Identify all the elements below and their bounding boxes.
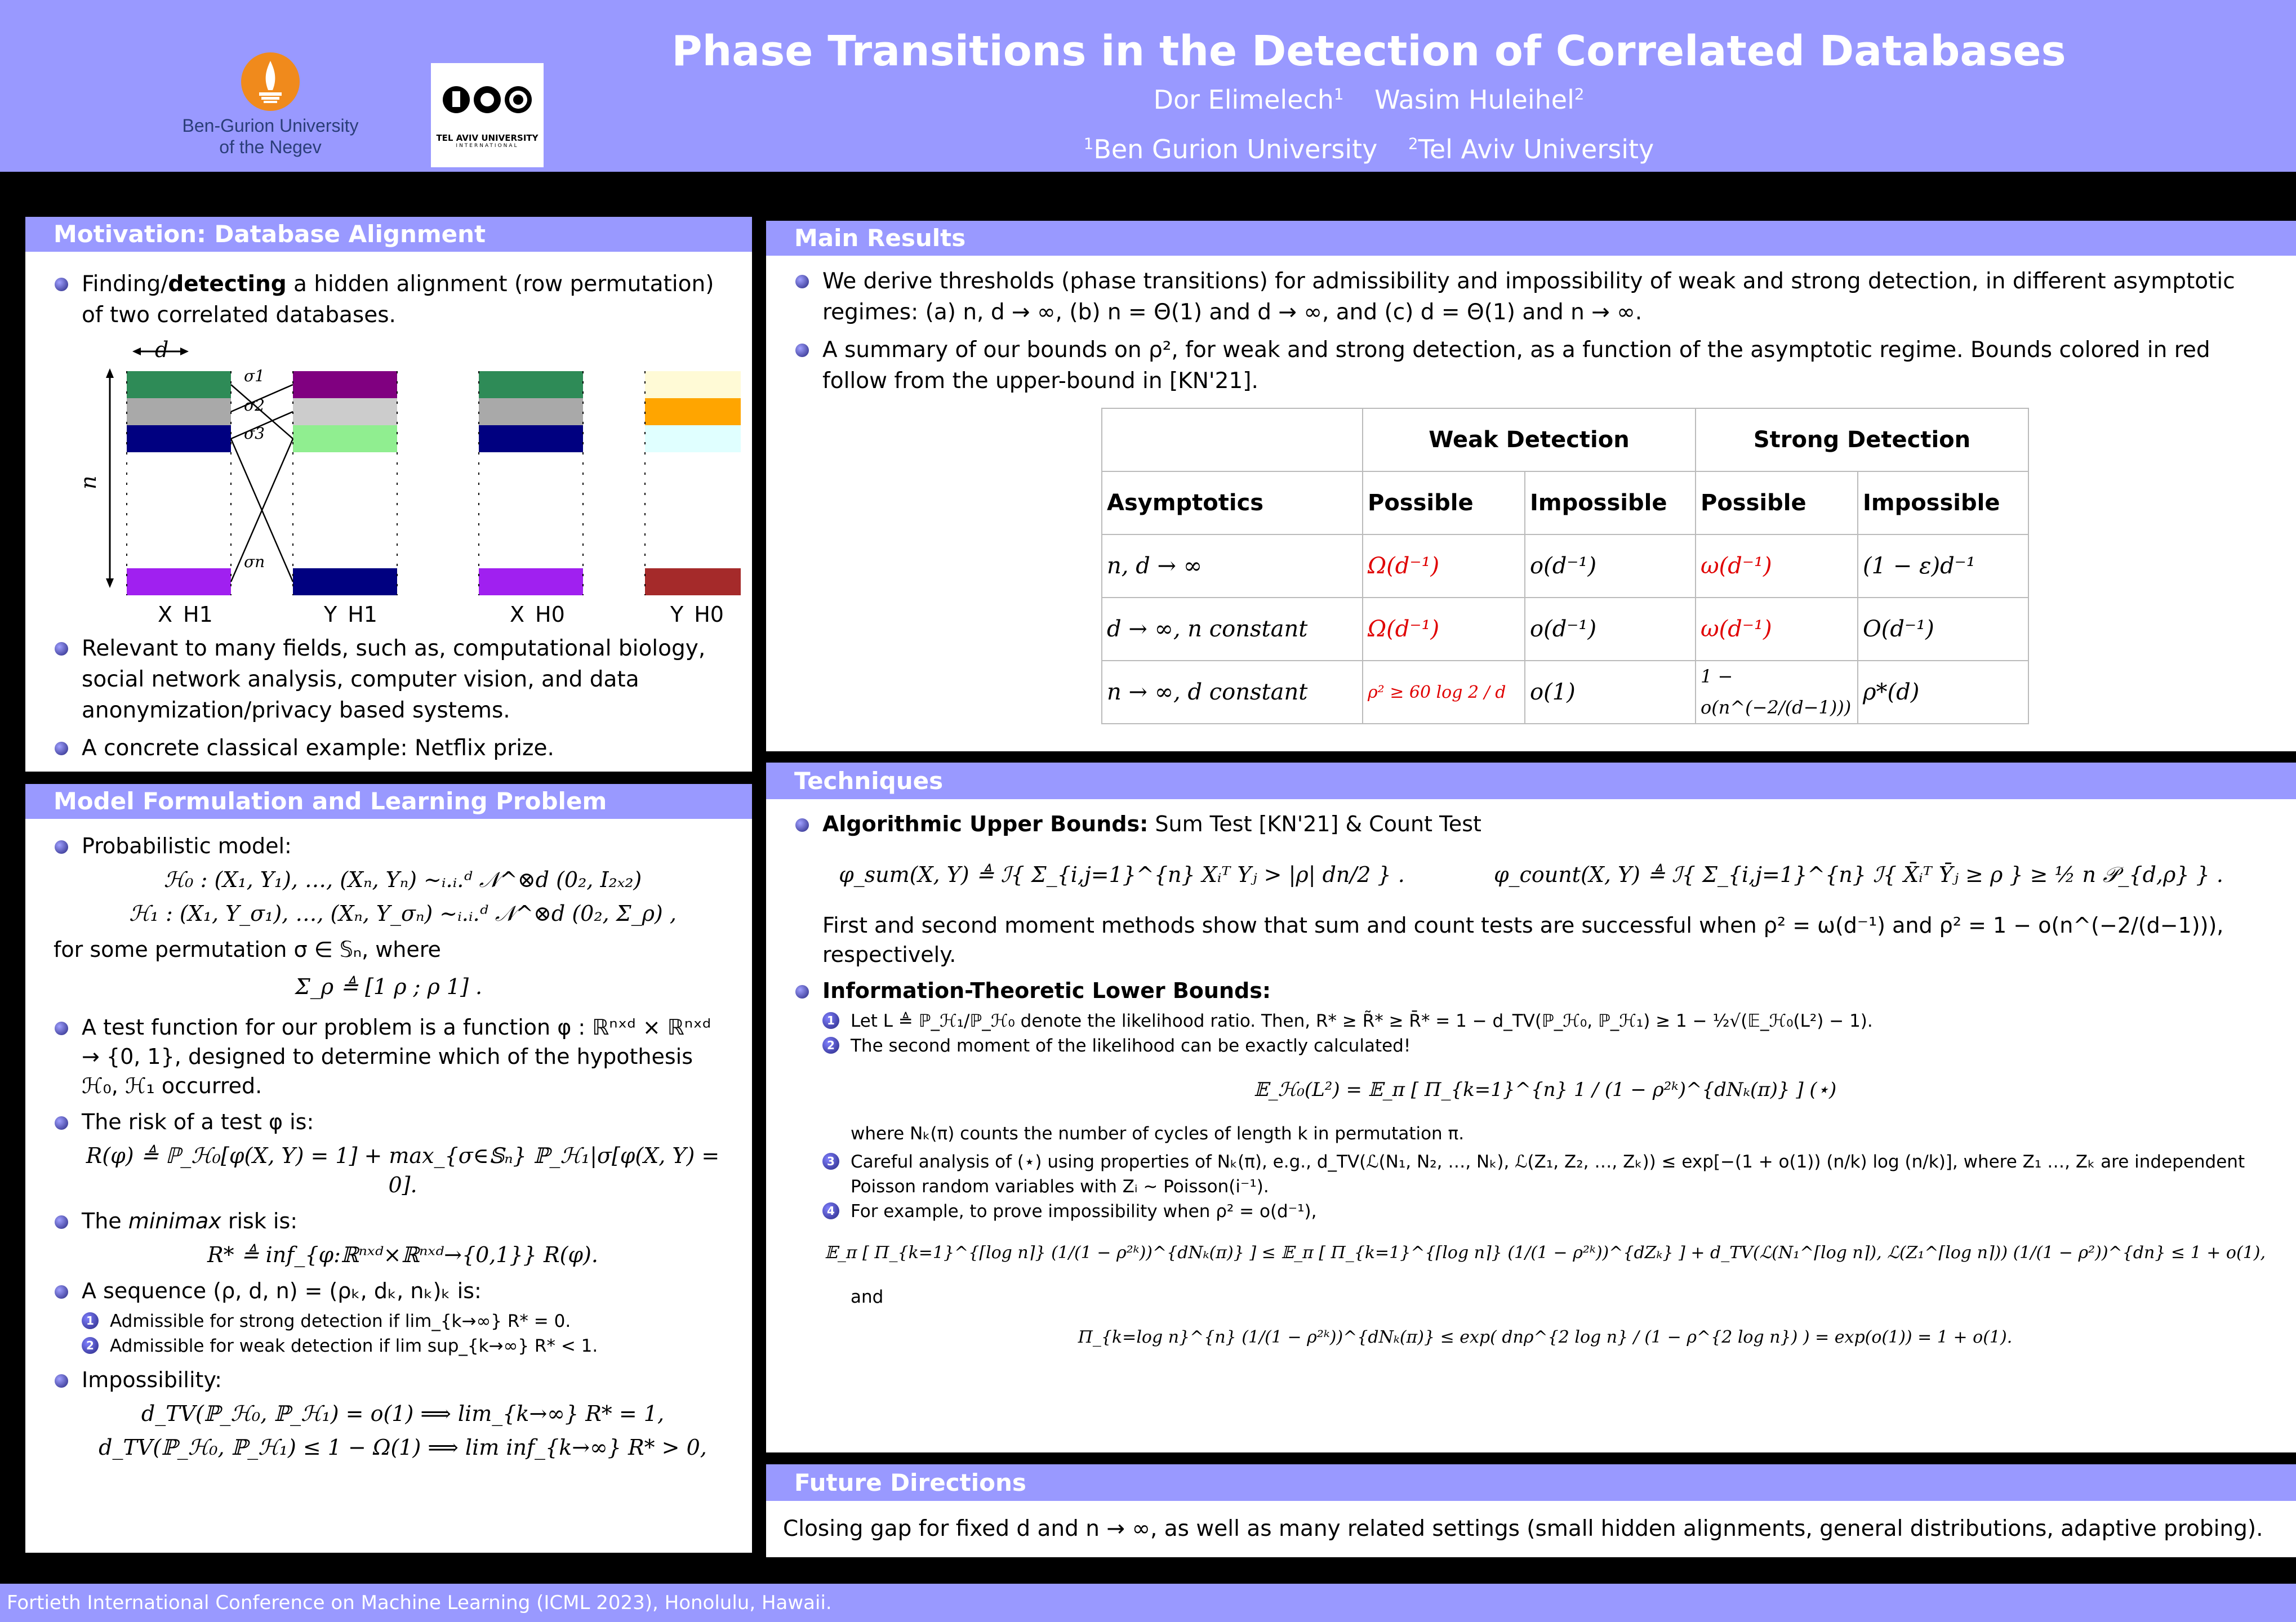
motivation-item-1: Finding/detecting a hidden alignment (row permutation) of two correlated databases.: [54, 269, 724, 331]
techniques-item-1: Algorithmic Upper Bounds: Sum Test [KN'21] & Count Test φ_sum(X, Y) ≜ ℐ{ Σ_{i,j=1}^{n} Xᵢᵀ Yⱼ > |ρ| dn/2 } . φ_count(X, Y) ≜ ℐ{ Σ_{i,j=1}^{n} ℐ{ X̄ᵢᵀ Ȳⱼ ≥ ρ } ≥ ½ n 𝒫_{d,ρ} } . First and second moment methods show that sum and count tests are successful when ρ² = ω(d⁻¹) and ρ² = 1 − o(n^(−2/(d−1))), respectively.: [794, 809, 2268, 969]
model-item-1: Probabilistic model: ℋ₀ : (X₁, Y₁), …, (Xₙ, Yₙ) ~ᵢ.ᵢ.ᵈ 𝒩^⊗d (0₂, I₂ₓ₂) ℋ₁ : (X₁, Y_σ₁), …, (Xₙ, Y_σₙ) ~ᵢ.ᵢ.ᵈ 𝒩^⊗d (0₂, Σ_ρ) ,: [54, 831, 724, 928]
model-item-5: A sequence (ρ, d, n) = (ρₖ, dₖ, nₖ)ₖ is: 1 Admissible for strong detection if lim_{k→∞} R* = 0. 2 Admissible for weak detection if lim sup_{k→∞} R* < 1.: [54, 1276, 724, 1358]
equation-sum-test: φ_sum(X, Y) ≜ ℐ{ Σ_{i,j=1}^{n} Xᵢᵀ Yⱼ > |ρ| dn/2 } .: [839, 862, 1405, 887]
table-header-strong-possible: Possible: [1696, 471, 1858, 534]
table-header-asymptotics: Asymptotics: [1102, 471, 1363, 534]
affiliation-2: $^2$Tel Aviv University: [1408, 134, 1654, 164]
motivation-item-2: Relevant to many fields, such as, computational biology, social network analysis, computer vision, and data anonymization/privacy based systems.: [54, 633, 724, 726]
model-item-6: Impossibility: d_TV(ℙ_ℋ₀, ℙ_ℋ₁) = o(1) ⟹ lim_{k→∞} R* = 1, d_TV(ℙ_ℋ₀, ℙ_ℋ₁) ≤ 1 − Ω(1) ⟹ lim inf_{k→∞} R* > 0,: [54, 1365, 724, 1462]
poster-header: [0, 0, 2296, 172]
fig-d-label: d: [155, 337, 169, 362]
author-1: Dor Elimelech$^1$: [1153, 84, 1344, 115]
bgu-logo: [169, 51, 372, 163]
fig-label-x-h1: X_H1: [158, 602, 213, 625]
table-corner: [1102, 408, 1363, 471]
authors: [637, 84, 2101, 115]
future-heading: Future Directions: [766, 1464, 2296, 1501]
model-item-2: A test function for our problem is a function φ : ℝⁿˣᵈ × ℝⁿˣᵈ → {0, 1}, designed to determine which of the hypothesis ℋ₀, ℋ₁ occurred.: [54, 1013, 724, 1100]
table-row: n → ∞, d constant ρ² ≥ 60 log 2 / d o(1) 1 − o(n^(−2/(d−1))) ρ*(d): [1102, 661, 2028, 724]
results-item-1: We derive thresholds (phase transitions) for admissibility and impossibility of weak and strong detection, in different asymptotic regimes: (a) n, d → ∞, (b) n = Θ(1) and d → ∞, and (c) d = Θ(1) and n → ∞.: [794, 266, 2268, 328]
bgu-logo-line1: Ben-Gurion University: [182, 115, 359, 136]
tau-logo-line1: TEL AVIV UNIVERSITY: [436, 133, 539, 143]
techniques-sub-3: 3 Careful analysis of (⋆) using properties of Nₖ(π), e.g., d_TV(ℒ(N₁, N₂, …, Nₖ), ℒ(Z₁, Z₂, …, Zₖ)) ≤ exp[−(1 + o(1)) (n/k) log (n/k)], where Z₁ …, Zₖ are independent Poisson random variables with Zᵢ ~ Poisson(i⁻¹).: [822, 1149, 2268, 1199]
fig-sigma-3: σ3: [244, 424, 265, 443]
permutation-text: for some permutation σ ∈ 𝕊ₙ, where: [54, 937, 441, 962]
affiliations: [637, 134, 2101, 164]
fig-sigma-1: σ1: [244, 367, 265, 385]
equation-minimax: R* ≜ inf_{φ:ℝⁿˣᵈ×ℝⁿˣᵈ→{0,1}} R(φ).: [207, 1242, 598, 1267]
future-panel: [766, 1464, 2296, 1557]
motivation-heading: Motivation: Database Alignment: [25, 217, 752, 252]
equation-second-moment: 𝔼_ℋ₀(L²) = 𝔼_π [ Π_{k=1}^{n} 1 / (1 − ρ²ᵏ)^{dNₖ(π)} ] (⋆): [1253, 1079, 1837, 1101]
bgu-logo-line2: of the Negev: [219, 137, 322, 157]
equation-h1: ℋ₁ : (X₁, Y_σ₁), …, (Xₙ, Y_σₙ) ~ᵢ.ᵢ.ᵈ 𝒩^⊗d (0₂, Σ_ρ) ,: [129, 901, 677, 926]
main-results-panel: [766, 221, 2296, 751]
fig-n-label: n: [76, 475, 101, 489]
table-header-weak-impossible: Impossible: [1525, 471, 1696, 534]
equation-sigma: Σ_ρ ≜ [1 ρ ; ρ 1] .: [295, 974, 483, 999]
moment-text: First and second moment methods show that sum and count tests are successful when ρ² = ω(d⁻¹) and ρ² = 1 − o(n^(−2/(d−1))), respectively.: [822, 913, 2224, 967]
model-item-4: The minimax risk is: R* ≜ inf_{φ:ℝⁿˣᵈ×ℝⁿˣᵈ→{0,1}} R(φ).: [54, 1206, 724, 1269]
motivation-item-3: A concrete classical example: Netflix prize.: [54, 733, 724, 764]
equation-impossibility-proof-1: 𝔼_π [ Π_{k=1}^{⌈log n⌉} (1/(1 − ρ²ᵏ))^{dNₖ(π)} ] ≤ 𝔼_π [ Π_{k=1}^{⌈log n⌉} (1/(1 − ρ²ᵏ))^{dZₖ} ] + d_TV(ℒ(N₁^⌈log n⌉), ℒ(Z₁^⌈log n⌉)) (1/(1 − ρ²))^{dn} ≤ 1 + o(1),: [825, 1243, 2266, 1263]
fig-label-y-h0: Y_H0: [670, 602, 724, 625]
results-table: [1101, 408, 2029, 724]
poster-footer: Fortieth International Conference on Machine Learning (ICML 2023), Honolulu, Hawaii.: [0, 1584, 2296, 1622]
bgu-emblem-icon: [237, 51, 304, 113]
table-header-strong-impossible: Impossible: [1858, 471, 2028, 534]
equation-risk: R(φ) ≜ ℙ_ℋ₀[φ(X, Y) = 1] + max_{σ∈𝕊ₙ} ℙ_ℋ₁|σ[φ(X, Y) = 0].: [86, 1143, 720, 1197]
techniques-sub-4: 4 For example, to prove impossibility when ρ² = o(d⁻¹),: [822, 1199, 2268, 1224]
fig-label-x-h0: X_H0: [510, 602, 565, 625]
matrix-y-h1: [293, 371, 397, 595]
future-text: Closing gap for fixed d and n → ∞, as well as many related settings (small hidden alignments, general distributions, adaptive probing).: [783, 1516, 2263, 1541]
tau-logo-line2: INTERNATIONAL: [456, 143, 519, 149]
matrix-x-h0: [479, 371, 583, 595]
techniques-item-2: Information-Theoretic Lower Bounds: 1 Let L ≜ ℙ_ℋ₁/ℙ_ℋ₀ denote the likelihood ratio. Then, R* ≥ R̃* ≥ R̄* = 1 − d_TV(ℙ_ℋ₀, ℙ_ℋ₁) ≥ 1 − ½√(𝔼_ℋ₀(L²) − 1). 2 The second moment of the likelihood can be exactly calculated! 𝔼_ℋ₀(L²) = 𝔼_π [ Π_{k=1}^{n} 1 / (1 − ρ²ᵏ)^{dNₖ(π)} ] (⋆) where Nₖ(π) counts the number of cycles of length k in permutation π. 3 Careful analysis of (⋆) using properties of Nₖ(π), e.g., d_TV(ℒ(N₁, N₂, …, Nₖ), ℒ(Z₁, Z₂, …, Zₖ)) ≤ exp[−(1 + o(1)) (n/k) log (n/k)], where Z₁ …, Zₖ are independent Poisson random variables with Zᵢ ~ Poisson(i⁻¹). 4 For example, to prove impossibility when ρ² = o(d⁻¹), 𝔼_π [ Π_{k=1}^{⌈log n⌉} (1/(1 − ρ²ᵏ))^{dNₖ(π)} ] ≤ 𝔼_π [ Π_{k=1}^{⌈log n⌉} (1/(1 − ρ²ᵏ))^{dZₖ} ] + d_TV(ℒ(N₁^⌈log n⌉), ℒ(Z₁^⌈log n⌉)) (1/(1 − ρ²))^{dn} ≤ 1 + o(1), and Π_{k=log n}^{n} (1/(1 − ρ²ᵏ))^{dNₖ(π)} ≤ exp( dnρ^{2 log n} / (1 − ρ^{2 log n}) ) = exp(o(1)) = 1 + o(1).: [794, 976, 2268, 1352]
techniques-sub-1: 1 Let L ≜ ℙ_ℋ₁/ℙ_ℋ₀ denote the likelihood ratio. Then, R* ≥ R̃* ≥ R̄* = 1 − d_TV(ℙ_ℋ₀, ℙ_ℋ₁) ≥ 1 − ½√(𝔼_ℋ₀(L²) − 1).: [822, 1009, 2268, 1033]
equation-count-test: φ_count(X, Y) ≜ ℐ{ Σ_{i,j=1}^{n} ℐ{ X̄ᵢᵀ Ȳⱼ ≥ ρ } ≥ ½ n 𝒫_{d,ρ} } .: [1493, 862, 2223, 887]
poster-title: Phase Transitions in the Detection of Correlated Databases: [671, 27, 2066, 75]
tau-logo: [431, 63, 544, 167]
model-sub-1: 1 Admissible for strong detection if lim_{k→∞} R* = 0.: [82, 1309, 724, 1334]
equation-impossibility-proof-2: Π_{k=log n}^{n} (1/(1 − ρ²ᵏ))^{dNₖ(π)} ≤ exp( dnρ^{2 log n} / (1 − ρ^{2 log n}) ) = exp(o(1)) = 1 + o(1).: [1078, 1327, 2013, 1347]
where-text: where Nₖ(π) counts the number of cycles of length k in permutation π.: [851, 1124, 1465, 1144]
model-item-3: The risk of a test φ is: R(φ) ≜ ℙ_ℋ₀[φ(X, Y) = 1] + max_{σ∈𝕊ₙ} ℙ_ℋ₁|σ[φ(X, Y) = 0].: [54, 1107, 724, 1200]
alignment-figure: [65, 337, 741, 625]
table-group-weak: Weak Detection: [1363, 408, 1696, 471]
motivation-panel: [25, 217, 752, 772]
equation-impossibility-1: d_TV(ℙ_ℋ₀, ℙ_ℋ₁) = o(1) ⟹ lim_{k→∞} R* = 1,: [141, 1401, 665, 1426]
techniques-panel: [766, 763, 2296, 1452]
affiliation-1: $^1$Ben Gurion University: [1083, 134, 1378, 164]
results-item-2: A summary of our bounds on ρ², for weak and strong detection, as a function of the asymptotic regime. Bounds colored in red follow from the upper-bound in [KN'21].: [794, 335, 2268, 396]
equation-impossibility-2: d_TV(ℙ_ℋ₀, ℙ_ℋ₁) ≤ 1 − Ω(1) ⟹ lim inf_{k→∞} R* > 0,: [99, 1435, 707, 1460]
table-header-weak-possible: Possible: [1363, 471, 1525, 534]
techniques-heading: Techniques: [766, 763, 2296, 799]
and-text: and: [851, 1287, 884, 1307]
model-sub-2: 2 Admissible for weak detection if lim sup_{k→∞} R* < 1.: [82, 1334, 724, 1358]
matrix-y-h0: [645, 371, 741, 595]
equation-h0: ℋ₀ : (X₁, Y₁), …, (Xₙ, Yₙ) ~ᵢ.ᵢ.ᵈ 𝒩^⊗d (0₂, I₂ₓ₂): [163, 867, 642, 892]
fig-label-y-h1: Y_H1: [324, 602, 377, 625]
table-row: n, d → ∞ Ω(d⁻¹) o(d⁻¹) ω(d⁻¹) (1 − ε)d⁻¹: [1102, 534, 2028, 598]
fig-sigma-2: σ2: [244, 396, 265, 415]
matrix-x-h1: [127, 371, 231, 595]
author-2: Wasim Huleihel$^2$: [1374, 84, 1585, 115]
table-group-strong: Strong Detection: [1696, 408, 2028, 471]
table-row: d → ∞, n constant Ω(d⁻¹) o(d⁻¹) ω(d⁻¹) O(d⁻¹): [1102, 598, 2028, 661]
techniques-sub-2: 2 The second moment of the likelihood can be exactly calculated!: [822, 1033, 2268, 1058]
model-heading: Model Formulation and Learning Problem: [25, 784, 752, 819]
model-panel: [25, 784, 752, 1553]
main-results-heading: Main Results: [766, 221, 2296, 256]
tau-emblem-icon: [431, 63, 544, 131]
fig-sigma-n: σn: [244, 552, 265, 571]
